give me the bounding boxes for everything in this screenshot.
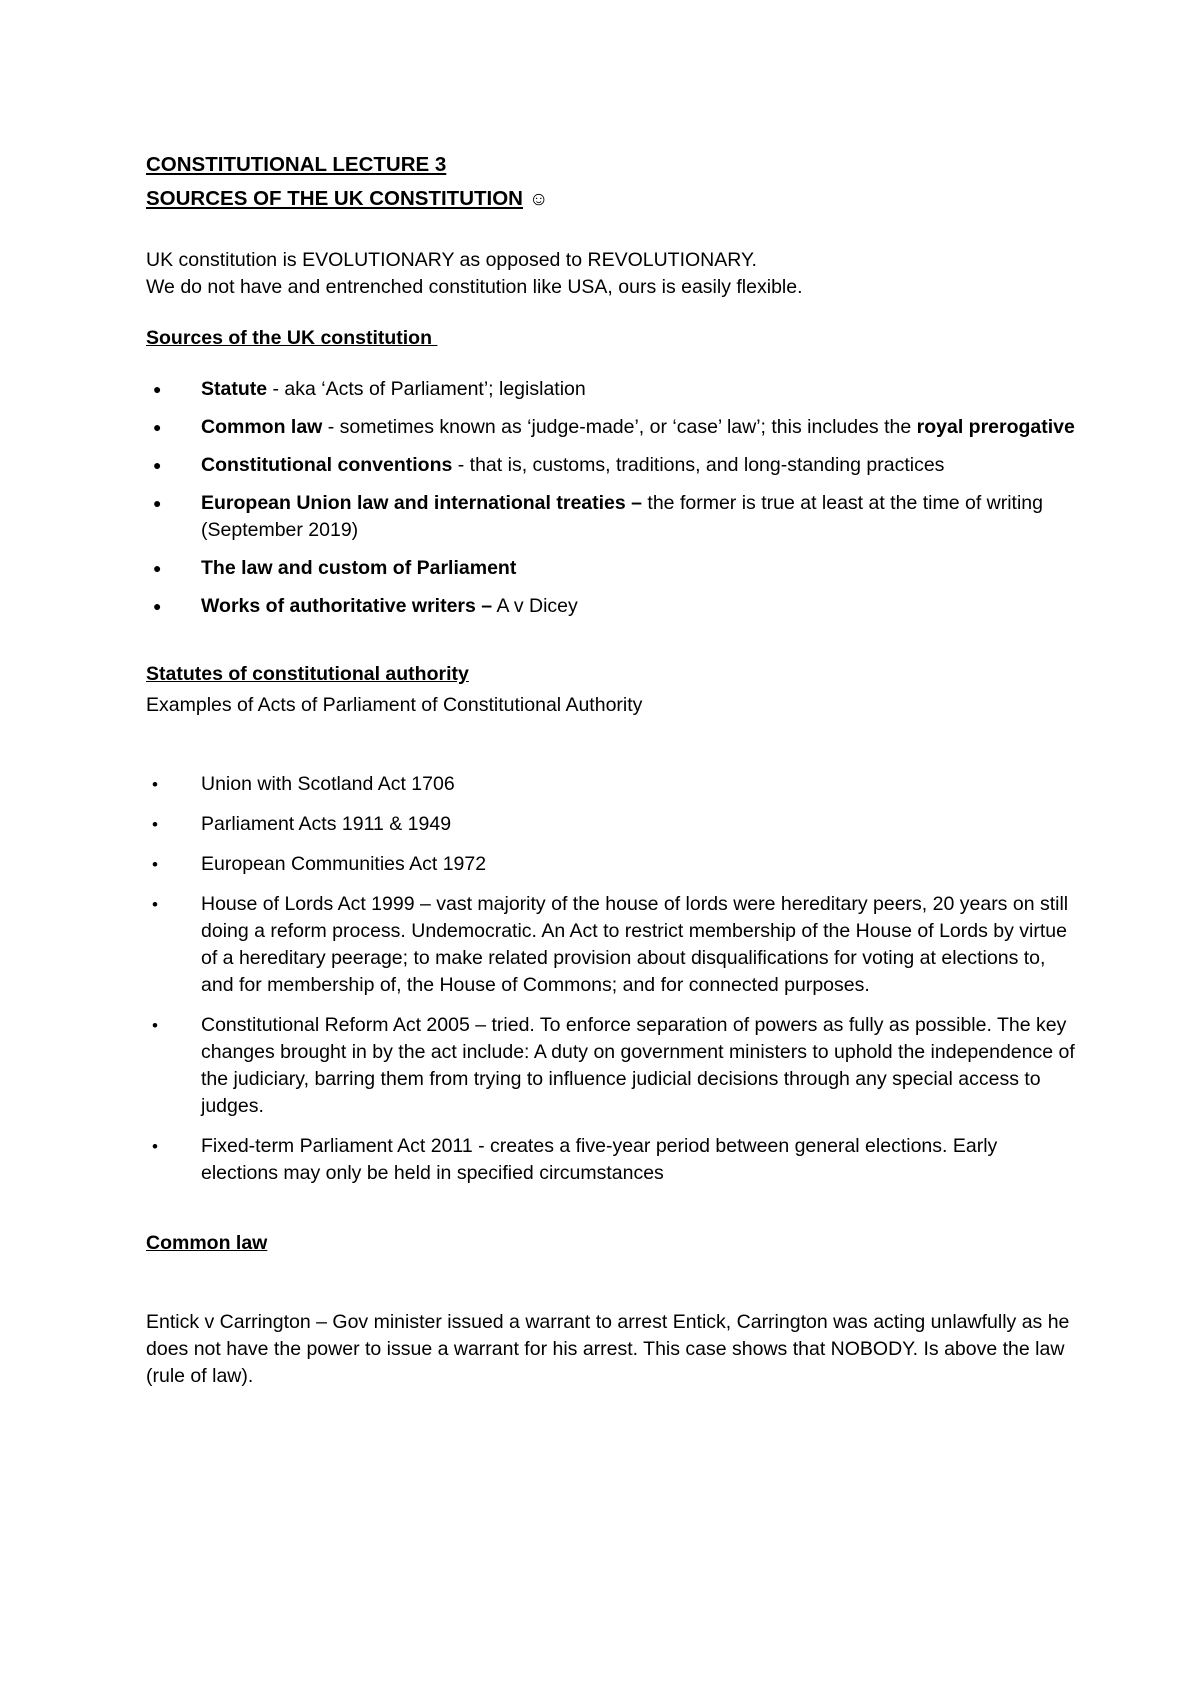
list-item: ● Statute - aka ‘Acts of Parliament’; legislation: [146, 376, 1076, 403]
intro-line-2: We do not have and entrenched constitution like USA, ours is easily flexible.: [146, 276, 803, 298]
title-line-1: CONSTITUTIONAL LECTURE 3: [146, 153, 447, 176]
bullet-icon: ●: [153, 495, 162, 511]
list-item: • Union with Scotland Act 1706: [146, 771, 1076, 798]
list-item: ● Works of authoritative writers – A v Dicey: [146, 593, 1076, 620]
intro-line-1: UK constitution is EVOLUTIONARY as opposed to REVOLUTIONARY.: [146, 249, 757, 271]
list-item: • Parliament Acts 1911 & 1949: [146, 811, 1076, 838]
statutes-heading: Statutes of constitutional authority: [146, 663, 469, 685]
bullet-icon: ●: [153, 381, 162, 397]
list-item: • Constitutional Reform Act 2005 – tried. To enforce separation of powers as fully as possible. The key changes brought in by the act include: A duty on government ministers to uphold the independence of the judiciary, barring them from trying to influence judicial decisions through any special access to judges.: [152, 1014, 1075, 1117]
bullet-icon: •: [152, 1016, 158, 1035]
bullet-icon: ●: [153, 419, 162, 435]
smiley-icon: ☺: [528, 189, 549, 210]
common-law-heading: Common law: [146, 1232, 268, 1254]
title-line-2: SOURCES OF THE UK CONSTITUTION: [146, 187, 523, 210]
bullet-icon: •: [152, 815, 158, 834]
list-item: ● European Union law and international treaties – the former is true at least at the time of writing (September 2019): [153, 492, 1043, 541]
bullet-icon: •: [152, 775, 158, 794]
statutes-subtitle: Examples of Acts of Parliament of Constitutional Authority: [146, 694, 643, 716]
document-subtitle: [146, 182, 1076, 217]
list-item: ● Common law - sometimes known as ‘judge-made’, or ‘case’ law’; this includes the royal prerogative: [146, 414, 1076, 441]
list-item: ● The law and custom of Parliament: [146, 555, 1076, 582]
bullet-icon: •: [152, 1137, 158, 1156]
bullet-icon: ●: [153, 560, 162, 576]
common-law-paragraph: Entick v Carrington – Gov minister issued a warrant to arrest Entick, Carrington was acting unlawfully as he does not have the power to issue a warrant for his arrest. This case shows that NOBODY. Is above the law (rule of law).: [146, 1311, 1070, 1387]
bullet-icon: ●: [153, 598, 162, 614]
statutes-list: [146, 771, 1076, 1187]
bullet-icon: •: [152, 855, 158, 874]
document-title: [146, 148, 1076, 182]
document-body: [146, 148, 1076, 1390]
list-item: ● Constitutional conventions - that is, customs, traditions, and long-standing practices: [146, 452, 1076, 479]
bullet-icon: ●: [153, 457, 162, 473]
bullet-icon: •: [152, 895, 158, 914]
list-item: • Fixed-term Parliament Act 2011 - creates a five-year period between general elections. Early elections may only be held in specified circumstances: [152, 1135, 998, 1184]
list-item: • House of Lords Act 1999 – vast majority of the house of lords were hereditary peers, 20 years on still doing a reform process. Undemocratic. An Act to restrict membership of the House of Lords by virtue of a hereditary peerage; to make related provision about disqualifications for voting at elections to, and for membership of, the House of Commons; and for connected purposes.: [152, 893, 1069, 996]
list-item: • European Communities Act 1972: [146, 851, 1076, 878]
sources-list: [146, 376, 1076, 620]
sources-heading: Sources of the UK constitution: [146, 327, 438, 349]
